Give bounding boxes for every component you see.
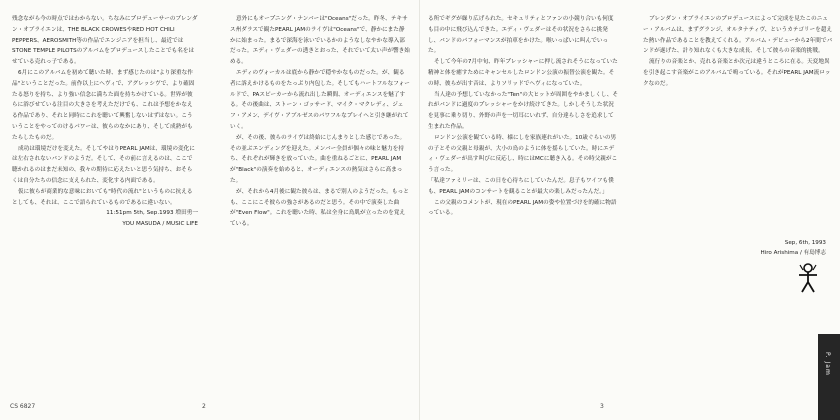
column-3 (428, 14, 618, 219)
catalog-number: CS 6827 (10, 403, 36, 410)
column-2 (230, 14, 410, 230)
paragraph: ロンドン公演を観ている時、様にしを家族連れがいた。10歳ぐらいの男の子とその父親と母親が、大小の鳥のように体を揺らしていた。時にエディ・ヴェダーが出す叫びに反応し、時にはMCに聴き入る。その時父親がこう言った。 (428, 134, 618, 174)
paragraph: 成功は環境だけを変えた。そしてやはりPEARL JAMは、環境の変化には左右されないバンドのようだ。そして、その前に言えるのは、ここで聴かれるのはまだ未知の、我々の期待に応えたいと思う気持ち、おそらくは自分たちの信念に支えられた、変化する内面である。 (12, 145, 195, 184)
stickman-logo-icon (794, 262, 822, 294)
right-page (420, 0, 840, 420)
paragraph: 残念ながら今の時点ではわからない。ちなみにプロデューサーのブレンダン・オブライエンは、THE BLACK CROWESやRED HOT CHILI PEPPERS、AEROSMITH等の作品でエンジニアを担当し、最近ではSTONE TEMPLE PILOTSのアルバムをプロデュースしたことでも名をはせている売れっ子である。 (12, 16, 198, 66)
page-number: 2 (202, 403, 206, 410)
paragraph: 仮に彼らが商業的な意味においても"時代の流れ"というものに抗えるとしても、それは、ここで語られているものであるに違いない。 (12, 188, 193, 206)
paragraph: そして今年の7月中旬、昨年プレッシャーに押し流されそうになっていた精神と体を癒すためにキャンセルしたロンドン公演の振替公演を観た。その時、彼らが出す音は、よりソリッドでヘヴィになっていた。 (428, 59, 618, 87)
paragraph: る所でギグが繰り広げられた。セキュリティとファンの小競り合いも何度も目の中に飛び込んできた。エディ・ヴェダーはその状況をさらに挑発し、バンドのパフォーマンスが拍車をかけた。喉いっぱいに叫んでいった。 (428, 16, 614, 55)
column-4 (643, 14, 833, 90)
paragraph: が、それから4月後に観た彼らは、まるで別人のようだった。もっとも、ここにこそ彼らの強さがあるのだと思う。その中で演奏した曲が"Even Flow"。これを聴いた時、私は全身に鳥肌が立ったのを覚えている。 (230, 188, 409, 228)
signature-name: Hiro Arishima / 有島博志 (760, 250, 826, 256)
page-number: 3 (600, 403, 604, 410)
paragraph: この父親のコメントが、現在のPEARL JAMの姿や位置づけを的確に物語っている。 (428, 199, 617, 217)
paragraph: 意外にもオープニング・ナンバーは"Oceans"だった。昨冬、テキサス州ダラスで観たPEARL JAMのライヴは"Oceans"で、静かにまた静かに始まった。まるで深海を泳いでいるかのようなしなやかな導入部だった。エディ・ヴェダーの透きとおった、それでいて太い声が響き始める。 (230, 16, 410, 66)
signature-date: Sep, 6th, 1993 (784, 240, 826, 246)
paragraph: 6月にこのアルバムを初めて聴いた時、まず感じたのは"より深重な作品"ということだった。前作以上にヘヴィで、アグレッシヴで、より確固たる怒りを持ち、より強い信念に満ちた面を持ちかけている。世界が彼らに浴びせている注目の大きさを考えただけでも、これは予想をかなえる作品であり、それと同時にこれを聴いて興奮しないはずはない。こういうことをやってのけるパワーは、彼らのなかにあり、そして成熟がもたらしたものだ。 (12, 69, 195, 141)
column-1 (12, 14, 198, 230)
signature (760, 238, 826, 258)
paragraph: 当人達の予想していなかった"Ten"の大ヒットが周囲をやかましくし、それがバンドに過度のプレッシャーをかけ続けてきた。しかしそうした状況を見事に乗り切り、外野の声を一切耳にいれず、自分達らしさを追求して生まれた作品。 (428, 91, 618, 130)
paragraph: 流行りの音楽とか、売れる音楽とか次元は違うところに在る。天変地異を引き起こす音楽がこのアルバムで鳴っている。それがPEARL JAM流ロックなのだ。 (643, 59, 831, 87)
quote: 「私達ファミリーは、この日を心待ちにしていたんだ。息子もワイフも僕も、PEARL JAMのコンサートを観ることが最大の楽しみだったんだ。」 (428, 177, 614, 195)
spine-tab (818, 334, 840, 420)
signature-line: YOU MASUDA / MUSIC LIFE (122, 221, 198, 228)
paragraph: が、その後、彼らのライヴは終始にじんまりとした感じであった。その並ぶエンディングを迎えた。メンバー全員が個々の味と魅力を持ち、それぞれが輝きを放っていた。曲を重ねるごとに、PEARL JAMが"Black"の演奏を始めると、オーディエンスの熱気はさらに高まった。 (230, 134, 406, 184)
signature-line: 11:51pm 5th, Sep.1993 増田勇一 (106, 210, 198, 217)
paragraph: エディのヴォーカルは底から静かで穏やかなものだった。が、観る者に訴えかけるものをたっぷり内包した。そしてもハートフルなフォールドで、PAスピーカーから流れ出した瞬間、オーディエンスを魅了する。その後曲は、ストーン・ゴッサード、マイク・マクレディ、ジェフ・アメン、デイヴ・アブルゼスのパワフルなプレイへと引き継がれていく。 (230, 69, 410, 130)
paragraph: ブレンダン・オブライエンのプロデュースによって完成を見たこのニュー・アルバムは、まずグランジ、オルタナティヴ、というカテゴリーを超えた熱い作品であることを教えてくれる。アルバム・デビューから2年間でバンドが遂げた、計り知れなくも大きな成長、そして彼らの音楽的挑戦。 (643, 16, 833, 55)
tab-label: P. Jam (824, 352, 831, 376)
